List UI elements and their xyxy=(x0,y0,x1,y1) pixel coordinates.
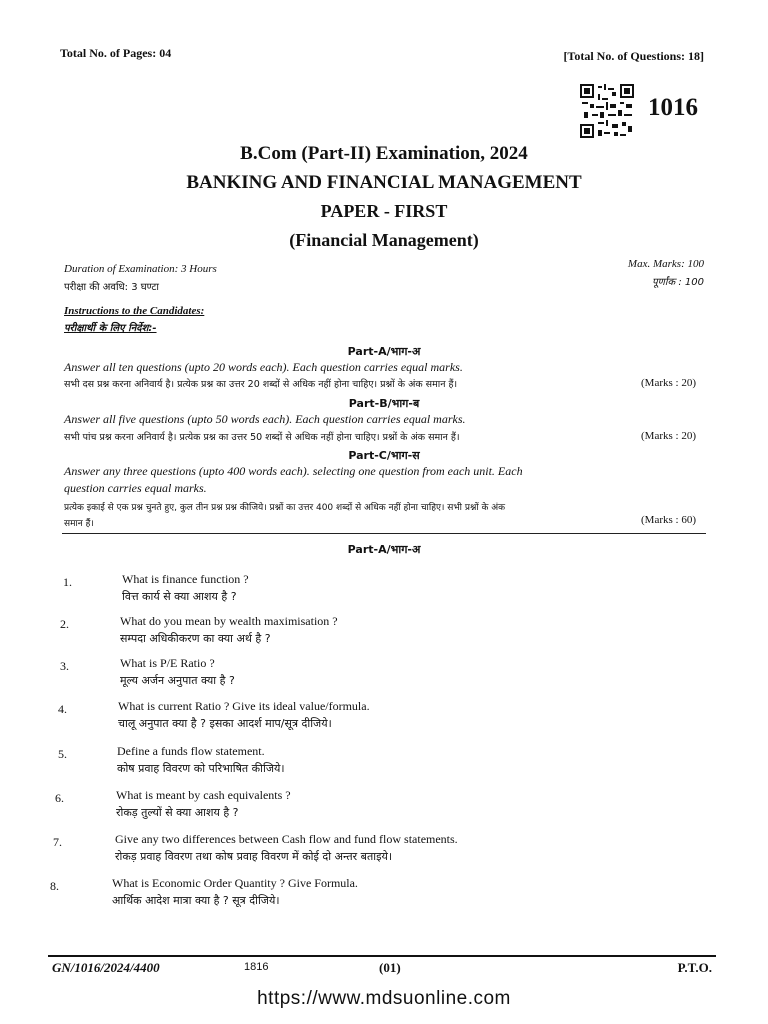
question-text-en: What is finance function ? xyxy=(122,572,249,586)
question-number: 1. xyxy=(63,575,72,589)
paper-title: PAPER - FIRST xyxy=(320,201,448,221)
duration-hi: परीक्षा की अवधि: 3 घण्टा xyxy=(64,282,159,293)
part-b-en: Answer all five questions (upto 50 words each). Each question carries equal marks. xyxy=(64,412,466,426)
divider xyxy=(62,533,706,534)
footer-rule xyxy=(48,955,716,957)
question-number: 6. xyxy=(55,791,64,805)
website-url[interactable]: https://www.mdsuonline.com xyxy=(257,988,511,1009)
part-a-hi: सभी दस प्रश्न करना अनिवार्य है। प्रत्येक प्रश्न का उत्तर 20 शब्दों से अधिक नहीं होना चाहिए। प्रश्नों के अंक समान हैं। xyxy=(64,379,458,390)
part-b-hi: सभी पांच प्रश्न करना अनिवार्य है। प्रत्येक प्रश्न का उत्तर 50 शब्दों से अधिक नहीं होना चाहिए। प्रश्नों के अंक समान हैं। xyxy=(64,432,460,443)
question-text-en: What is meant by cash equivalents ? xyxy=(116,788,291,802)
question-text-hi: कोष प्रवाह विवरण को परिभाषित कीजिये। xyxy=(117,762,285,775)
part-c-hi-line2: समान हैं। xyxy=(64,519,94,529)
part-b-title: Part-B/भाग-ब xyxy=(348,397,420,410)
subject-title: BANKING AND FINANCIAL MANAGEMENT xyxy=(186,172,582,193)
question-text-hi: रोकड़ प्रवाह विवरण तथा कोष प्रवाह विवरण में कोई दो अन्तर बताइये। xyxy=(115,850,393,863)
part-a-title: Part-A/भाग-अ xyxy=(347,345,421,358)
page-number: (01) xyxy=(379,960,401,975)
part-c-en-line2: question carries equal marks. xyxy=(64,481,207,495)
pto-label: P.T.O. xyxy=(677,960,712,975)
question-item xyxy=(0,876,768,912)
max-marks-en: Max. Marks: 100 xyxy=(627,258,704,270)
question-item xyxy=(0,744,768,780)
question-text-hi: सम्पदा अधिकीकरण का क्या अर्थ है ? xyxy=(120,632,271,645)
question-item xyxy=(0,788,768,824)
qr-code-icon xyxy=(580,84,634,138)
question-number: 3. xyxy=(60,659,69,673)
total-questions: [Total No. of Questions: 18] xyxy=(563,49,704,63)
question-text-hi: मूल्य अर्जन अनुपात क्या है ? xyxy=(120,674,235,687)
max-marks-hi: पूर्णांक : 100 xyxy=(652,277,704,288)
question-item xyxy=(0,832,768,868)
footer-code: GN/1016/2024/4400 xyxy=(52,960,160,975)
part-c-marks: (Marks : 60) xyxy=(641,514,696,526)
question-text-en: What do you mean by wealth maximisation ? xyxy=(120,614,338,628)
section-heading: Part-A/भाग-अ xyxy=(347,543,421,556)
question-text-hi: वित्त कार्य से क्या आशय है ? xyxy=(122,590,237,603)
question-item xyxy=(0,656,768,692)
question-number: 8. xyxy=(50,879,59,893)
question-item xyxy=(0,572,768,608)
part-b-marks: (Marks : 20) xyxy=(641,430,696,442)
question-text-hi: रोकड़ तुल्यों से क्या आशय है ? xyxy=(116,806,239,819)
duration-en: Duration of Examination: 3 Hours xyxy=(64,263,217,275)
question-item xyxy=(0,699,768,735)
question-item xyxy=(0,614,768,650)
footer-number: 1816 xyxy=(244,961,269,973)
question-text-en: Give any two differences between Cash flow and fund flow statements. xyxy=(115,832,458,846)
question-text-en: Define a funds flow statement. xyxy=(117,744,265,758)
question-number: 7. xyxy=(53,835,62,849)
question-text-en: What is P/E Ratio ? xyxy=(120,656,215,670)
part-c-hi-line1: प्रत्येक इकाई से एक प्रश्न चुनते हुए, कुल तीन प्रश्न प्रश्न कीजिये। प्रश्नों का उत्तर 400 शब्दों से अधिक नहीं होना चाहिए। सभी प्रश्नों के अंक xyxy=(64,503,506,513)
paper-subtitle: (Financial Management) xyxy=(289,230,479,250)
question-text-en: What is current Ratio ? Give its ideal value/formula. xyxy=(118,699,370,713)
question-text-hi: चालू अनुपात क्या है ? इसका आदर्श माप/सूत्र दीजिये। xyxy=(118,717,332,730)
question-text-en: What is Economic Order Quantity ? Give Formula. xyxy=(112,876,358,890)
question-number: 2. xyxy=(60,617,69,631)
part-a-en: Answer all ten questions (upto 20 words each). Each question carries equal marks. xyxy=(64,360,463,374)
part-a-marks: (Marks : 20) xyxy=(641,377,696,389)
instructions-heading-hi: परीक्षार्थी के लिए निर्देश:- xyxy=(64,323,157,334)
total-pages: Total No. of Pages: 04 xyxy=(60,46,172,60)
question-text-hi: आर्थिक आदेश मात्रा क्या है ? सूत्र दीजिये। xyxy=(112,894,280,907)
paper-code: 1016 xyxy=(648,94,698,121)
question-number: 5. xyxy=(58,747,67,761)
question-number: 4. xyxy=(58,702,67,716)
exam-title: B.Com (Part-II) Examination, 2024 xyxy=(240,143,528,164)
instructions-heading-en: Instructions to the Candidates: xyxy=(64,305,205,317)
part-c-en-line1: Answer any three questions (upto 400 words each). selecting one question from each unit. Each xyxy=(64,464,523,478)
part-c-title: Part-C/भाग-स xyxy=(348,449,420,462)
